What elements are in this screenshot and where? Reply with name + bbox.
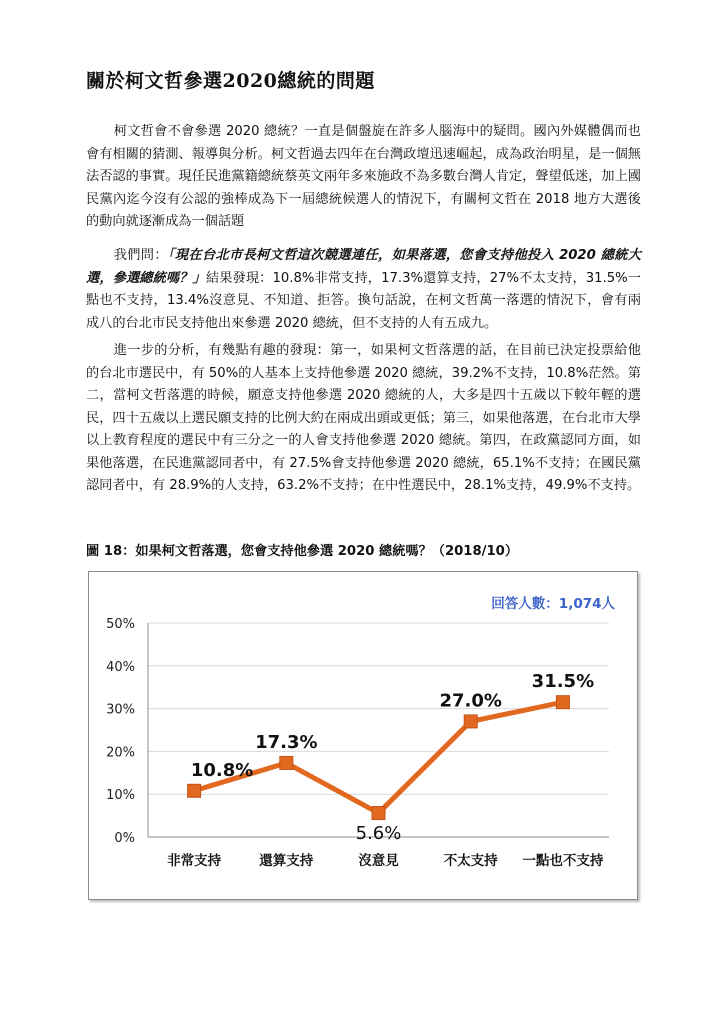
line-chart bbox=[89, 572, 637, 899]
series-line bbox=[194, 702, 563, 813]
x-tick-label-1: 還算支持 bbox=[259, 853, 314, 869]
data-point-3 bbox=[464, 715, 477, 728]
y-tick-label-4: 40% bbox=[106, 659, 135, 675]
data-point-1 bbox=[280, 756, 293, 769]
document-title: 關於柯文哲參選2020總統的問題 bbox=[86, 70, 375, 92]
chart-container bbox=[88, 571, 638, 900]
paragraph-3: 進一步的分析，有幾點有趣的發現：第一，如果柯文哲落選的話，在目前已決定投票給他的台北市選民中，有 50%的人基本上支持他參選 2020 總統，39.2%不支持，10.8%茫然。第二，當柯文哲落選的時候，願意支持他參選 2020 總統的人，大多是四十五歲以下較年輕的選民，四十五歲以上選民願支持的比例大約在兩成出頭或更低；第三，如果他落選，在台北市大學以上教育程度的選民中有三分之一的人會支持他參選 2020 總統。第四，在政黨認同方面，如果他落選，在民進黨認同者中，有 27.5%會支持他參選 2020 總統，65.1%不支持；在國民黨認同者中，有 28.9%的人支持，63.2%不支持；在中性選民中，28.1%支持，49.9%不支持。 bbox=[86, 343, 641, 494]
paragraph-1: 柯文哲會不會參選 2020 總統？一直是個盤旋在許多人腦海中的疑問。國內外媒體偶而也會有相關的猜測、報導與分析。柯文哲過去四年在台灣政壇迅速崛起，成為政治明星，是一個無法否認的事實。現任民進黨籍總統蔡英文兩年多來施政不為多數台灣人肯定，聲望低迷，加上國民黨內迄今沒有公認的強棒成為下一屆總統候選人的情況下，有關柯文哲在 2018 地方大選後的動向就逐漸成為一個話題 bbox=[86, 124, 641, 230]
data-label-4: 31.5% bbox=[531, 671, 595, 693]
paragraph-2-lead: 我們問： bbox=[113, 248, 168, 264]
y-tick-label-3: 30% bbox=[106, 702, 135, 718]
data-label-2: 5.6% bbox=[355, 823, 402, 845]
y-tick-label-1: 10% bbox=[106, 788, 135, 804]
y-tick-label-0: 0% bbox=[114, 831, 135, 846]
data-label-0: 10.8% bbox=[190, 759, 254, 781]
y-tick-label-5: 50% bbox=[106, 617, 135, 632]
x-tick-label-3: 不太支持 bbox=[443, 853, 498, 869]
x-tick-label-4: 一點也不支持 bbox=[522, 853, 604, 869]
x-tick-label-0: 非常支持 bbox=[167, 853, 222, 869]
y-tick-label-2: 20% bbox=[106, 745, 135, 761]
figure-caption: 圖 18：如果柯文哲落選，您會支持他參選 2020 總統嗎？（2018/10） bbox=[86, 544, 519, 559]
respondent-count-annotation: 回答人數：1,074人 bbox=[491, 596, 615, 612]
paragraph-2 bbox=[86, 245, 641, 335]
survey-question: 「現在台北市長柯文哲這次競選連任，如果落選，您會支持他投入 2020 總統大選，參選總統嗎？」 bbox=[86, 248, 641, 286]
data-point-4 bbox=[556, 696, 569, 709]
data-label-1: 17.3% bbox=[255, 731, 318, 753]
data-label-3: 27.0% bbox=[439, 690, 502, 712]
paragraph-2-results: 結果發現：10.8%非常支持，17.3%還算支持，27%不太支持，31.5%一點也不支持，13.4%沒意見、不知道、拒答。換句話說，在柯文哲萬一落選的情況下，會有兩成八的台北市民支持他出來參選 2020 總統，但不支持的人有五成九。 bbox=[86, 270, 641, 331]
x-tick-label-2: 沒意見 bbox=[358, 853, 399, 869]
data-point-0 bbox=[188, 784, 201, 797]
data-point-2 bbox=[372, 807, 385, 820]
